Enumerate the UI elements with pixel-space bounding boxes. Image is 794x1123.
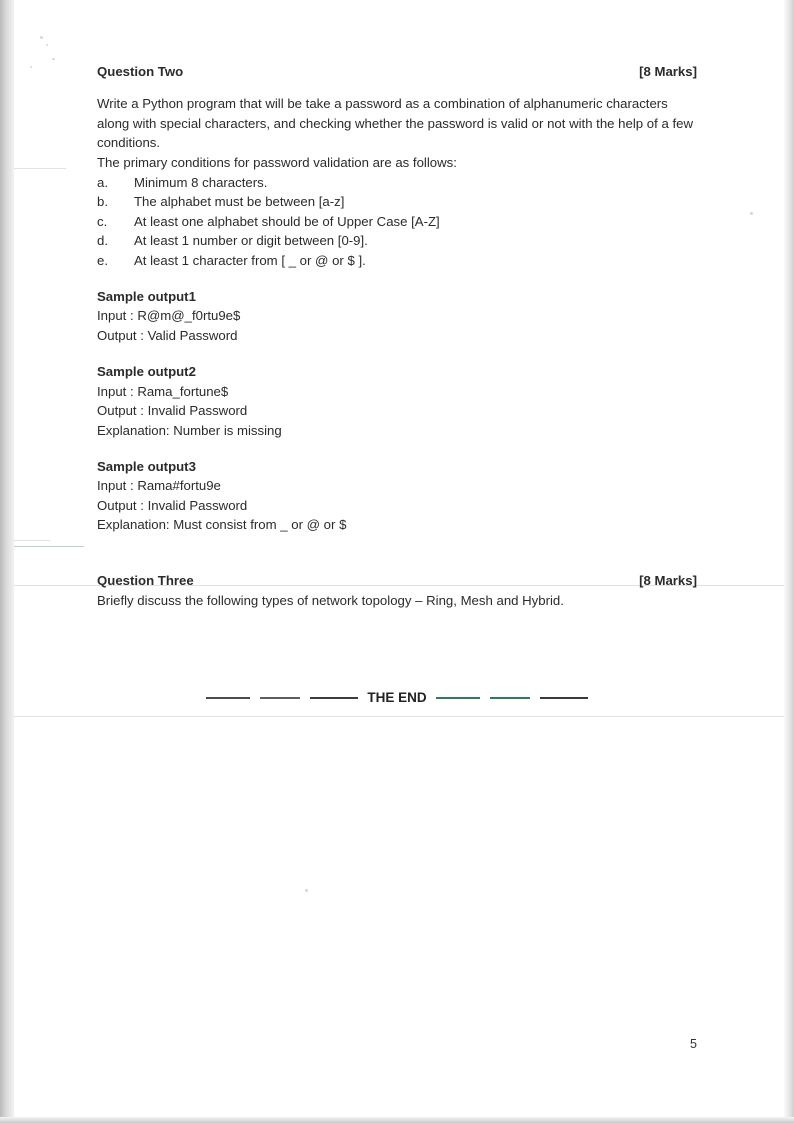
sample-input: Input : Rama_fortune$ [97, 383, 229, 399]
sample-title: Sample output2 [97, 364, 196, 380]
scan-streak [14, 716, 784, 717]
list-item [97, 231, 697, 250]
condition-label: d. [97, 233, 108, 249]
divider-dash [540, 697, 588, 699]
question-three-intro: Briefly discuss the following types of network topology – Ring, Mesh and Hybrid. [97, 592, 564, 608]
condition-label: c. [97, 213, 108, 229]
scan-streak [14, 540, 50, 541]
question-three-block [97, 571, 697, 611]
condition-text: At least one alphabet should be of Upper Case [A-Z] [134, 213, 440, 229]
divider-dash [436, 697, 480, 699]
sample-input: Input : R@m@_f0rtu9e$ [97, 308, 241, 324]
scan-streak [14, 168, 66, 169]
condition-text: At least 1 number or digit between [0-9]. [134, 233, 368, 249]
sample-output-1 [97, 287, 697, 345]
question-two-intro: Write a Python program that will be take a password as a combination of alphanumeric characters along with special characters, and checking whether the password is valid or not with the help of a few conditions. [97, 96, 693, 151]
list-item [97, 251, 697, 270]
page-number: 5 [690, 1037, 697, 1051]
question-two-conditions-intro: The primary conditions for password validation are as follows: [97, 154, 457, 170]
condition-text: Minimum 8 characters. [134, 175, 268, 191]
question-two-header [97, 62, 697, 81]
list-item [97, 212, 697, 231]
condition-label: b. [97, 194, 108, 210]
scan-speck [305, 889, 308, 892]
sample-output: Output : Invalid Password [97, 497, 248, 513]
question-two-marks: [8 Marks] [639, 64, 697, 79]
scan-speck [52, 58, 55, 60]
question-two-block [97, 62, 697, 535]
sample-title: Sample output1 [97, 289, 196, 305]
condition-text: At least 1 character from [ _ or @ or $ ]. [134, 252, 366, 268]
scan-speck [40, 36, 43, 39]
list-item [97, 192, 697, 211]
scan-green-streak [14, 546, 84, 547]
scan-left-edge-shadow [0, 0, 14, 1123]
question-three-title: Question Three [97, 572, 194, 588]
divider-dash [260, 697, 300, 699]
scan-speck [30, 66, 32, 68]
scan-speck [750, 212, 753, 215]
sample-output-2 [97, 362, 697, 440]
question-three-header [97, 571, 697, 590]
sample-output-3 [97, 457, 697, 535]
question-three-marks: [8 Marks] [639, 572, 697, 588]
sample-title: Sample output3 [97, 458, 196, 474]
the-end-label: THE END [367, 690, 427, 705]
divider-dash [206, 697, 250, 699]
scan-right-edge-shadow [784, 0, 794, 1123]
the-end-divider [97, 690, 697, 705]
sample-output: Output : Invalid Password [97, 403, 248, 419]
sample-explanation: Explanation: Must consist from _ or @ or $ [97, 517, 347, 533]
document-body [97, 62, 697, 610]
question-two-conditions-list [97, 173, 697, 270]
condition-text: The alphabet must be between [a-z] [134, 194, 345, 210]
condition-label: e. [97, 252, 108, 268]
divider-dash [310, 697, 358, 699]
scan-speck [46, 44, 48, 46]
scan-bottom-edge-shadow [0, 1117, 794, 1123]
sample-output: Output : Valid Password [97, 327, 238, 343]
sample-input: Input : Rama#fortu9e [97, 478, 221, 494]
condition-label: a. [97, 175, 108, 191]
divider-dash [490, 697, 530, 699]
sample-explanation: Explanation: Number is missing [97, 422, 282, 438]
question-two-title: Question Two [97, 64, 184, 79]
list-item [97, 173, 697, 192]
